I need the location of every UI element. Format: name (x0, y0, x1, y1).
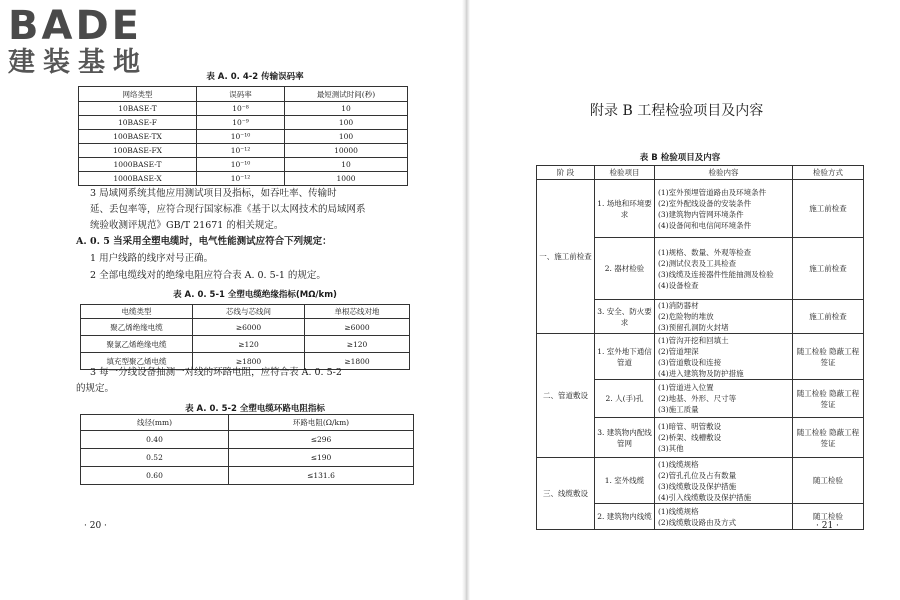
table-cell: 0.52 (81, 449, 229, 467)
table-cell: ≥120 (193, 336, 305, 353)
item-cell: 2. 器材检验 (595, 238, 655, 300)
item-cell: 3. 建筑物内配线管网 (595, 418, 655, 458)
method-cell: 施工前检查 (793, 300, 864, 334)
page-number-left: · 20 · (84, 521, 107, 531)
table-row (79, 102, 408, 116)
content-line: (2)桥架、线槽敷设 (658, 433, 722, 442)
table-row (79, 158, 408, 172)
table-cell: ≥6000 (193, 319, 305, 336)
content-cell (655, 300, 793, 334)
content-line: (3)其他 (658, 444, 684, 453)
content-cell (655, 418, 793, 458)
table-header: 检验项目 (595, 166, 655, 180)
page-number-right: · 21 · (816, 521, 839, 531)
content-cell (655, 180, 793, 238)
content-line: (1)管道进入位置 (658, 383, 714, 392)
content-line: (2)地基、外形、尺寸等 (658, 394, 737, 403)
book-gutter (462, 0, 470, 600)
section-a05: A. 0. 5 当采用全塑电缆时，电气性能测试应符合下列规定： (76, 236, 332, 247)
paragraph-1: 1 用户线路的线序对号正确。 (90, 253, 214, 264)
content-line: (4)引入线缆敷设及保护措施 (658, 492, 752, 502)
content-line: (4)进入建筑物及防护措施 (658, 368, 744, 378)
table-cell: 1000BASE-T (79, 158, 197, 172)
paragraph-loop (76, 365, 440, 397)
table-header: 最短测试时间(秒) (285, 87, 408, 102)
table-row (81, 336, 410, 353)
content-line: (3)线缆敷设及保护措施 (658, 481, 737, 491)
left-page (70, 0, 440, 600)
content-line: (4)设备间和电信间环境条件 (658, 220, 752, 230)
stage-cell: 三、线缆敷设 (537, 458, 595, 530)
content-line: (4)设备检查 (658, 280, 699, 290)
table-header: 网络类型 (79, 87, 197, 102)
table-b-caption: 表 B 检验项目及内容 (639, 153, 721, 163)
table-b (536, 165, 864, 530)
table-row (81, 449, 414, 467)
content-line: (1)管沟开挖和回填土 (658, 335, 729, 345)
method-cell: 随工检验 隐蔽工程签证 (793, 334, 864, 380)
table-header: 阶 段 (537, 166, 595, 180)
appendix-title: 附录 B 工程检验项目及内容 (590, 103, 764, 119)
method-cell: 施工前检查 (793, 180, 864, 238)
table-header: 电缆类型 (81, 305, 193, 319)
table-a052 (80, 414, 414, 485)
table-cell: 10000 (285, 144, 408, 158)
method-cell: 随工检验 隐蔽工程签证 (793, 418, 864, 458)
table-cell: 聚氯乙烯绝缘电缆 (81, 336, 193, 353)
table-cell: 10⁻¹² (197, 144, 285, 158)
method-cell: 随工检验 (793, 458, 864, 504)
text-line: 延、丢包率等，应符合现行国家标准《基于以太网技术的局域网系 (90, 204, 366, 215)
content-line: (1)线缆规格 (658, 506, 699, 516)
table-row (81, 467, 414, 485)
item-cell: 2. 建筑物内线缆 (595, 504, 655, 530)
table-header: 单根芯线对地 (305, 305, 410, 319)
content-line: (3)施工质量 (658, 405, 699, 414)
table-row (79, 130, 408, 144)
table-header: 检验方式 (793, 166, 864, 180)
table-cell: 100 (285, 116, 408, 130)
content-line: (1)线缆规格 (658, 459, 699, 469)
item-cell: 2. 人(手)孔 (595, 380, 655, 418)
table-cell: 100 (285, 130, 408, 144)
method-cell: 施工前检查 (793, 238, 864, 300)
table-cell: ≤131.6 (229, 467, 414, 485)
table-cell: 聚乙烯绝缘电缆 (81, 319, 193, 336)
logo-subtitle: 建装基地 (8, 47, 148, 78)
item-cell: 1. 场地和环境要求 (595, 180, 655, 238)
text-line: 的规定。 (76, 383, 115, 394)
content-cell (655, 238, 793, 300)
logo-brand: BADE (8, 3, 142, 49)
table-cell: 10⁻⁹ (197, 116, 285, 130)
content-line: (2)管道埋深 (658, 346, 699, 356)
content-line: (3)预留孔洞防火封堵 (658, 323, 729, 332)
table-cell: 100BASE-TX (79, 130, 197, 144)
table-cell: 10⁻¹⁰ (197, 158, 285, 172)
content-line: (2)线缆敷设路由及方式 (658, 517, 737, 527)
content-line: (2)危险物的堆放 (658, 312, 714, 321)
content-line: (3)管道敷设和连接 (658, 357, 722, 367)
text-line: 统验收测评规范》GB/T 21671 的相关规定。 (90, 220, 284, 231)
stage-cell: 一、施工前检查 (537, 180, 595, 334)
table-row (79, 144, 408, 158)
table-header: 误码率 (197, 87, 285, 102)
table-a052-caption: 表 A. 0. 5-2 全塑电缆环路电阻指标 (185, 404, 325, 414)
item-cell: 1. 室外线缆 (595, 458, 655, 504)
table-row (81, 319, 410, 336)
content-cell (655, 458, 793, 504)
table-row (81, 431, 414, 449)
table-cell: 10⁻⁸ (197, 102, 285, 116)
method-cell: 随工检验 隐蔽工程签证 (793, 380, 864, 418)
table-a042-caption: 表 A. 0. 4-2 传输误码率 (206, 72, 304, 82)
content-line: (2)管孔孔位及占有数量 (658, 470, 737, 480)
paragraph-3 (90, 186, 440, 234)
text-line: 3 局域网系统其他应用测试项目及指标，如吞吐率、传输时 (90, 188, 337, 199)
table-row (537, 334, 864, 380)
content-line: (1)室外预埋管道路由及环境条件 (658, 187, 767, 197)
item-cell: 1. 室外地下通信管道 (595, 334, 655, 380)
table-cell: 1000BASE-X (79, 172, 197, 186)
table-cell: ≤190 (229, 449, 414, 467)
table-cell: 10 (285, 158, 408, 172)
table-cell: 0.40 (81, 431, 229, 449)
table-a051 (80, 304, 410, 370)
table-cell: 0.60 (81, 467, 229, 485)
table-header: 线径(mm) (81, 415, 229, 431)
table-cell: 10⁻¹⁰ (197, 130, 285, 144)
table-header: 检验内容 (655, 166, 793, 180)
content-cell (655, 380, 793, 418)
stage-cell: 二、管道敷设 (537, 334, 595, 458)
table-row (537, 180, 864, 238)
table-header: 环路电阻(Ω/km) (229, 415, 414, 431)
content-line: (3)建筑物内管网环境条件 (658, 209, 744, 219)
right-page (500, 0, 880, 600)
table-cell: ≥1800 (193, 353, 305, 370)
table-a051-caption: 表 A. 0. 5-1 全塑电缆绝缘指标(MΩ/km) (173, 290, 337, 300)
table-row (537, 458, 864, 504)
table-cell: 1000 (285, 172, 408, 186)
table-cell: 10BASE-F (79, 116, 197, 130)
table-cell: 100BASE-FX (79, 144, 197, 158)
content-line: (3)线缆及连接器件性能抽测及检验 (658, 269, 774, 279)
text-line: 3 每一分线设备抽测一对线的环路电阻，应符合表 A. 0. 5-2 (90, 367, 342, 378)
table-cell: ≤296 (229, 431, 414, 449)
item-cell: 3. 安全、防火要求 (595, 300, 655, 334)
table-cell: ≥6000 (305, 319, 410, 336)
table-header: 芯线与芯线间 (193, 305, 305, 319)
table-a042 (78, 86, 408, 186)
paragraph-2: 2 全部电缆线对的绝缘电阻应符合表 A. 0. 5-1 的规定。 (90, 270, 326, 281)
table-cell: 10 (285, 102, 408, 116)
table-row (79, 116, 408, 130)
table-cell: ≥1800 (305, 353, 410, 370)
table-cell: 10BASE-T (79, 102, 197, 116)
content-line: (2)室外配线设备的安装条件 (658, 198, 752, 208)
table-row (79, 172, 408, 186)
content-line: (1)消防器材 (658, 301, 699, 310)
content-line: (1)暗管、明管敷设 (658, 422, 722, 431)
content-cell (655, 334, 793, 380)
table-cell: 10⁻¹² (197, 172, 285, 186)
table-cell: 填充型聚乙烯电缆 (81, 353, 193, 370)
table-cell: ≥120 (305, 336, 410, 353)
method-cell: 随工检验 (793, 504, 864, 530)
content-line: (1)规格、数量、外观等检查 (658, 247, 752, 257)
content-cell (655, 504, 793, 530)
content-line: (2)测试仪表及工具检查 (658, 258, 737, 268)
